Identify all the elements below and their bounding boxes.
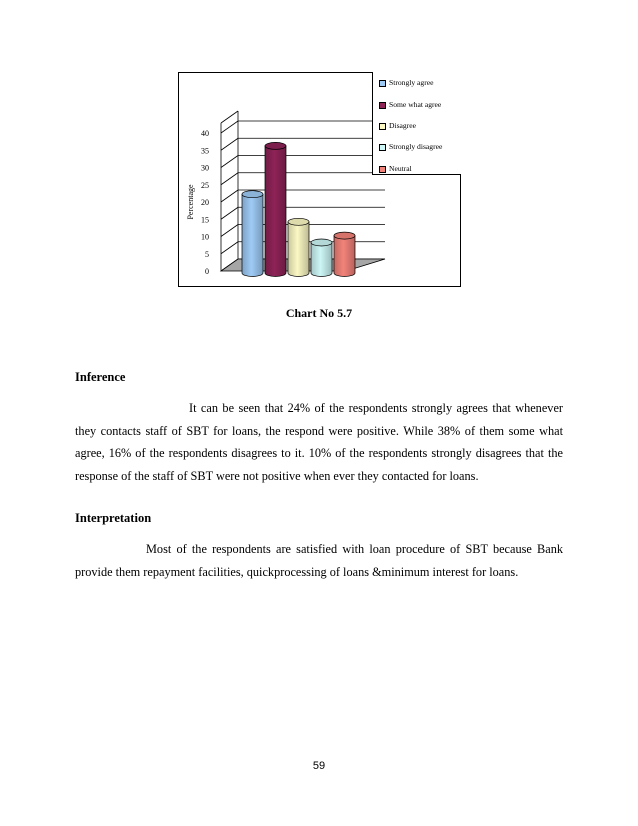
chart-legend (372, 72, 461, 175)
y-tick-label: 35 (201, 146, 209, 156)
y-tick-label: 40 (201, 129, 209, 138)
side-wall-top (221, 111, 238, 123)
legend-swatch (379, 80, 386, 87)
y-tick-label: 10 (201, 232, 209, 242)
legend-label: Strongly disagree (389, 142, 443, 151)
legend-label: Strongly agree (389, 78, 434, 87)
y-tick-label: 5 (205, 249, 209, 259)
gridline-side (221, 173, 238, 185)
y-tick-label: 25 (201, 180, 209, 190)
legend-item (379, 163, 412, 175)
gridline-side (221, 138, 238, 150)
gridline-side (221, 156, 238, 168)
gridline-side (221, 121, 238, 133)
legend-item (379, 99, 441, 111)
legend-label: Neutral (389, 164, 412, 173)
y-tick-label: 15 (201, 215, 209, 225)
bar (242, 191, 263, 277)
interpretation-paragraph: Most of the respondents are satisfied with loan procedure of SBT because Bank provide them repayment facilities, quickprocessing of loans &minimum interest for loans. (75, 542, 563, 579)
legend-item (379, 120, 416, 132)
legend-item (379, 141, 442, 153)
legend-label: Some what agree (389, 100, 442, 109)
y-tick-label: 30 (201, 163, 209, 173)
y-tick-label: 0 (205, 267, 209, 276)
inference-heading: Inference (75, 370, 126, 384)
inference-paragraph: It can be seen that 24% of the respondents strongly agrees that whenever they contacts staff of SBT for loans, the respond were positive. While 38% of them some what agree, 16% of the respondents disagrees to it. 10% of the respondents strongly disagrees that the response of the staff of SBT were not positive when ever they contacted for loans. (75, 401, 563, 483)
bar (311, 239, 332, 277)
interpretation-heading: Interpretation (75, 511, 152, 525)
legend-item (379, 77, 434, 89)
legend-swatch (379, 102, 386, 109)
y-tick-label: 20 (201, 198, 209, 207)
bar (334, 232, 355, 276)
page-number: 59 (312, 760, 326, 772)
gridline-side (221, 242, 238, 254)
legend-label: Disagree (389, 121, 416, 130)
chart-caption: Chart No 5.7 (285, 306, 353, 320)
gridline-side (221, 207, 238, 219)
legend-swatch (379, 123, 386, 130)
gridline-side (221, 190, 238, 202)
legend-swatch (379, 166, 386, 173)
legend-swatch (379, 144, 386, 151)
bar (265, 142, 286, 276)
y-axis-label: Percentage (186, 184, 195, 220)
bar (288, 218, 309, 276)
gridline-side (221, 225, 238, 237)
